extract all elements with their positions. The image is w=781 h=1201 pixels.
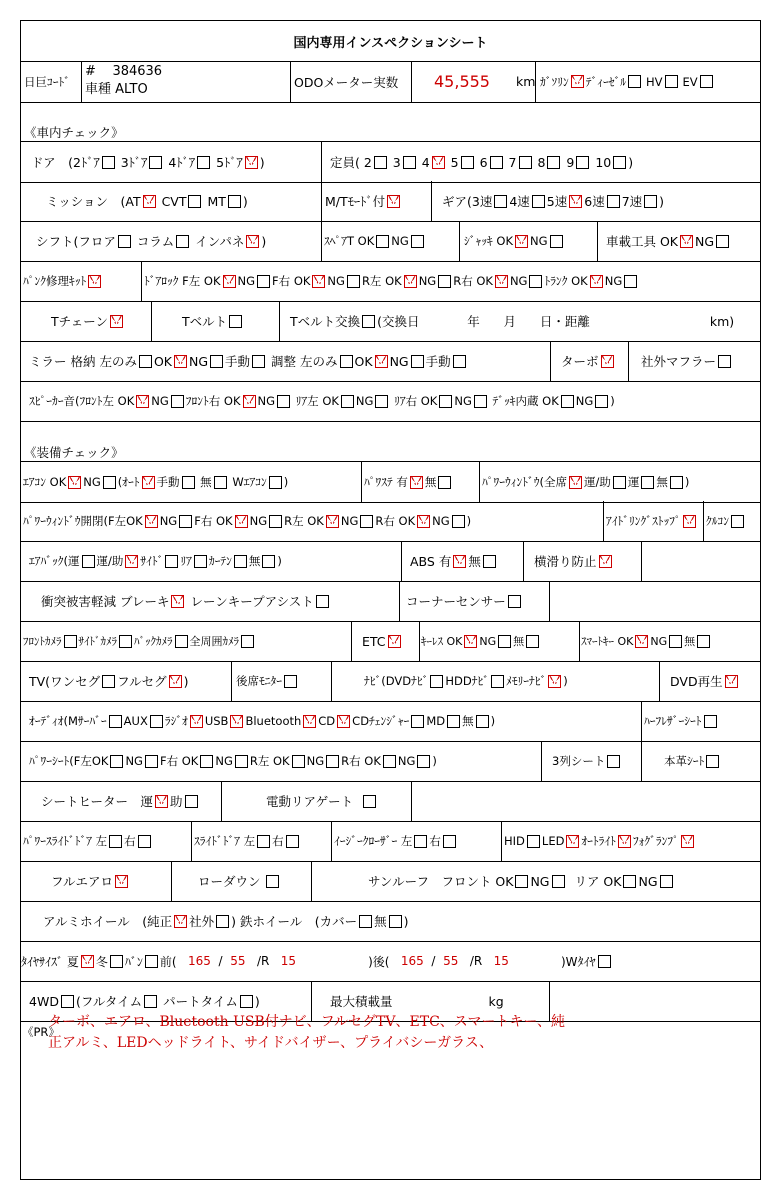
wo-rl-ng[interactable]: [360, 515, 373, 528]
spk-deck-ng[interactable]: [595, 395, 608, 408]
spk-rr-ng[interactable]: [474, 395, 487, 408]
at-checkbox[interactable]: [143, 195, 156, 208]
muffler: 社外マフラー: [628, 341, 760, 381]
header-row: [21, 61, 760, 103]
spk-fl-ng[interactable]: [171, 395, 184, 408]
fuel-diesel-label: ﾃﾞｨｰｾﾞﾙ: [585, 74, 626, 89]
max-load: 最大積載量 kg: [311, 981, 568, 1021]
abs: ABS 有 無: [401, 541, 532, 581]
ac-double[interactable]: [269, 476, 282, 489]
corner-sensor: コーナーセンサー: [399, 581, 556, 621]
idling-stop: ｱｲﾄﾞﾘﾝｸﾞｽﾄｯﾌﾟ: [603, 501, 706, 541]
foglamp-checkbox[interactable]: [681, 835, 694, 848]
pseat-fr-ng[interactable]: [235, 755, 248, 768]
sunroof-rear-ng[interactable]: [660, 875, 673, 888]
shift-row: [21, 221, 760, 262]
sunroof-front-ok[interactable]: [515, 875, 528, 888]
fulltime-checkbox[interactable]: [144, 995, 157, 1008]
ab-front[interactable]: [125, 555, 138, 568]
ab-none[interactable]: [262, 555, 275, 568]
mt-checkbox[interactable]: [228, 195, 241, 208]
tire-row: [21, 941, 760, 982]
wo-fl-ok[interactable]: [145, 515, 158, 528]
cam-front[interactable]: [64, 635, 77, 648]
dvd-play-checkbox[interactable]: [725, 675, 738, 688]
wo-rl-ok[interactable]: [326, 515, 339, 528]
shift-panel-checkbox[interactable]: [246, 235, 259, 248]
full-aero-checkbox[interactable]: [115, 875, 128, 888]
tire-winter[interactable]: [110, 955, 123, 968]
hid-checkbox[interactable]: [527, 835, 540, 848]
number-prefix: #: [85, 64, 96, 79]
audio-cd[interactable]: [337, 715, 350, 728]
title-row: [21, 21, 760, 62]
mirror-options: ミラー 格納 左のみ OK NG 手動 調整 左のみ OK NG 手動: [29, 341, 549, 381]
power-window: ﾊﾟﾜｰｳｨﾝﾄﾞｳ(全席 運/助 運 無 ): [479, 462, 760, 502]
dvd-play: DVD再生: [659, 661, 760, 701]
spk-rl-ok[interactable]: [341, 395, 354, 408]
airbag-row: [21, 541, 760, 582]
half-leather: ﾊｰﾌﾚｻﾞｰｼｰﾄ: [641, 701, 760, 741]
ab-curtain[interactable]: [234, 555, 247, 568]
door-4-checkbox[interactable]: [197, 156, 210, 169]
pr-line-2: 正アルミ、LEDヘッドライト、サイドバイザー、プライバシーガラス、: [48, 1035, 494, 1051]
cruise-control: ｸﾙｺﾝ: [703, 501, 760, 541]
tv-oneseg[interactable]: [102, 675, 115, 688]
wo-fl-ng[interactable]: [179, 515, 192, 528]
audio-md[interactable]: [447, 715, 460, 728]
airbag-options: ｴｱﾊﾞｯｸ(運 運/助 ｻｲﾄﾞ ﾘｱ ｶｰﾃﾝ 無 ): [29, 554, 282, 568]
leather-seat: 本革ｼｰﾄ: [641, 741, 760, 781]
keyless: ｷｰﾚｽ OK NG 無: [419, 621, 581, 661]
pseat-rl-ok[interactable]: [292, 755, 305, 768]
pseat-rr-ng[interactable]: [417, 755, 430, 768]
audio-aux[interactable]: [150, 715, 163, 728]
wo-fr-ok[interactable]: [235, 515, 248, 528]
front-width: 165: [188, 954, 211, 968]
skid-checkbox[interactable]: [599, 555, 612, 568]
muffler-checkbox[interactable]: [718, 355, 731, 368]
navi-options: ﾅﾋﾞ(DVDﾅﾋﾞ HDDﾅﾋﾞ ﾒﾓﾘｰﾅﾋﾞ ): [331, 661, 692, 701]
tire-options: ﾀｲﾔｻｲｽﾞ 夏 冬 ﾊﾞﾝ 前( 165 / 55 /R 15 )後( 165 / 55 /R 15 )Wﾀｲﾔ: [21, 941, 760, 981]
odo-label: ODOメーター実数: [290, 61, 414, 102]
door-row: [21, 141, 760, 183]
skid-prevention: 横滑り防止: [523, 541, 652, 581]
navi-dvd[interactable]: [430, 675, 443, 688]
ps-no[interactable]: [438, 476, 451, 489]
w-tire-checkbox[interactable]: [598, 955, 611, 968]
wheel-row: [21, 901, 760, 942]
ac-auto[interactable]: [142, 476, 155, 489]
slide-door-row: [21, 821, 760, 862]
keyless-none[interactable]: [526, 635, 539, 648]
lock-trunk-ok[interactable]: [590, 275, 603, 288]
speaker-options: ｽﾋﾟｰｶｰ音(ﾌﾛﾝﾄ左 OK NG ﾌﾛﾝﾄ右 OK NG ﾘｱ左 OK NG ﾘｱ右 OK NG ﾃﾞｯｷ内蔵 OK NG ): [29, 394, 615, 408]
mirror-fold-ng[interactable]: [210, 355, 223, 368]
lock-rl-ng[interactable]: [438, 275, 451, 288]
pslide-right[interactable]: [138, 835, 151, 848]
spk-fl-ok[interactable]: [136, 395, 149, 408]
wo-rr-ng[interactable]: [452, 515, 465, 528]
pw-driver[interactable]: [641, 476, 654, 489]
spk-rr-ok[interactable]: [439, 395, 452, 408]
audio-bluetooth[interactable]: [303, 715, 316, 728]
closer-left[interactable]: [414, 835, 427, 848]
collision-brake[interactable]: [171, 595, 184, 608]
blank-cell: [549, 581, 760, 621]
leather-checkbox[interactable]: [706, 755, 719, 768]
speaker-row: [21, 381, 760, 422]
parttime-checkbox[interactable]: [240, 995, 253, 1008]
ac-manual[interactable]: [182, 476, 195, 489]
heater-passenger[interactable]: [185, 795, 198, 808]
ac-ok[interactable]: [68, 476, 81, 489]
seat-3-checkbox[interactable]: [403, 156, 416, 169]
door-3-checkbox[interactable]: [149, 156, 162, 169]
power-seat-options: ﾊﾟﾜｰｼｰﾄ(F左OK NG F右 OK NG R左 OK NG R右 OK NG ): [29, 754, 437, 768]
blank-cell: [641, 541, 760, 581]
seat-10-checkbox[interactable]: [613, 156, 626, 169]
fuel-gasoline-label: ｶﾞｿﾘﾝ: [540, 74, 569, 89]
pw-all[interactable]: [569, 476, 582, 489]
heater-row: [21, 781, 760, 822]
audio-mserver[interactable]: [109, 715, 122, 728]
fuel-ev-checkbox[interactable]: [700, 75, 713, 88]
lowdown-checkbox[interactable]: [266, 875, 279, 888]
aircon-row: [21, 461, 760, 503]
collision-row: [21, 581, 760, 622]
spk-deck-ok[interactable]: [561, 395, 574, 408]
audio-radio[interactable]: [190, 715, 203, 728]
aero-row: [21, 861, 760, 902]
gear-4-checkbox[interactable]: [532, 195, 545, 208]
fuel-diesel-checkbox[interactable]: [628, 75, 641, 88]
idling-stop-checkbox[interactable]: [683, 515, 696, 528]
pslide-left[interactable]: [109, 835, 122, 848]
tv-fullseg[interactable]: [169, 675, 182, 688]
alloy-genuine[interactable]: [174, 915, 187, 928]
wo-rr-ok[interactable]: [417, 515, 430, 528]
pseat-fl-ng[interactable]: [145, 755, 158, 768]
ab-driver[interactable]: [82, 555, 95, 568]
pseat-fl-ok[interactable]: [110, 755, 123, 768]
section-equipment: 《装備チェック》: [24, 445, 124, 460]
pw-front[interactable]: [613, 476, 626, 489]
odo-unit: km: [515, 74, 536, 89]
audio-row: [21, 701, 760, 742]
mirror-adjust-manual[interactable]: [453, 355, 466, 368]
spk-fr-ng[interactable]: [277, 395, 290, 408]
lock-fl-ng[interactable]: [257, 275, 270, 288]
jack-ng-checkbox[interactable]: [550, 235, 563, 248]
rear-rim: 15: [493, 954, 509, 968]
fuel-type: [535, 61, 760, 102]
steel-none[interactable]: [389, 915, 402, 928]
rear-ratio: 55: [443, 954, 459, 968]
tools: 車載工具 OK NG: [597, 221, 760, 261]
lighting-options: HID LED ｵｰﾄﾗｲﾄ ﾌｫｸﾞﾗﾝﾌﾟ: [501, 821, 760, 861]
lock-row: [21, 261, 760, 302]
stock-number: 384636: [112, 64, 163, 79]
model-name: ALTO: [115, 82, 148, 97]
jack: ｼﾞｬｯｷ OK NG: [459, 221, 602, 261]
lock-rl-ok[interactable]: [404, 275, 417, 288]
spare-ng-checkbox[interactable]: [411, 235, 424, 248]
timing-chain: Tチェーン: [51, 301, 151, 341]
door-lock-options: ﾄﾞｱﾛｯｸ F左 OK NG F右 OK NG R左 OK NG R右 OK NG ﾄﾗﾝｸ OK NG: [141, 261, 760, 301]
ab-rear[interactable]: [194, 555, 207, 568]
gear-3-checkbox[interactable]: [494, 195, 507, 208]
power-gate: 電動リアゲート: [221, 781, 456, 821]
cam-side[interactable]: [119, 635, 132, 648]
mirror-adjust-ng[interactable]: [411, 355, 424, 368]
shift-floor-checkbox[interactable]: [118, 235, 131, 248]
belt-replacement-checkbox[interactable]: [362, 315, 375, 328]
belt-replacement: Tベルト交換 (交換日 年 月 日・距離 km): [279, 301, 760, 341]
timing-row: [21, 301, 760, 342]
tv-options: TV(ワンセグ フルセグ ): [29, 673, 189, 689]
audio-none[interactable]: [476, 715, 489, 728]
mt-mode-checkbox[interactable]: [387, 195, 400, 208]
led-checkbox[interactable]: [566, 835, 579, 848]
shift-column-checkbox[interactable]: [176, 235, 189, 248]
ab-side[interactable]: [165, 555, 178, 568]
fuel-gasoline-checkbox[interactable]: [571, 75, 584, 88]
etc-checkbox[interactable]: [388, 635, 401, 648]
slide-left[interactable]: [257, 835, 270, 848]
cam-back[interactable]: [175, 635, 188, 648]
seat-9-checkbox[interactable]: [576, 156, 589, 169]
seat-4-checkbox[interactable]: [432, 156, 445, 169]
code-label: 日巨ｺｰﾄﾞ: [24, 74, 70, 89]
shift-options: シフト(フロア コラム インパネ ): [36, 233, 267, 249]
puncture-kit-checkbox[interactable]: [88, 275, 101, 288]
keyless-ok[interactable]: [464, 635, 477, 648]
cam-around[interactable]: [241, 635, 254, 648]
tools-ok-checkbox[interactable]: [680, 235, 693, 248]
tv-row: [21, 661, 760, 702]
mirror-fold-ok[interactable]: [174, 355, 187, 368]
timing-belt: Tベルト: [151, 301, 310, 341]
audio-cdchanger[interactable]: [411, 715, 424, 728]
camera-row: [21, 621, 760, 662]
fourwd-checkbox[interactable]: [61, 995, 74, 1008]
power-steering: ﾊﾟﾜｽﾃ 有 無: [361, 462, 482, 502]
fuel-hv-checkbox[interactable]: [665, 75, 678, 88]
smartkey-ok[interactable]: [635, 635, 648, 648]
front-ratio: 55: [230, 954, 246, 968]
lock-rr-ok[interactable]: [495, 275, 508, 288]
pw-none[interactable]: [670, 476, 683, 489]
cruise-checkbox[interactable]: [731, 515, 744, 528]
lock-fr-ok[interactable]: [312, 275, 325, 288]
slide-right[interactable]: [286, 835, 299, 848]
mission-options: ミッション (AT CVT MT ): [46, 193, 248, 209]
blank-cell: [411, 781, 760, 821]
etc: ETC: [351, 621, 430, 661]
sunroof-rear-ok[interactable]: [623, 875, 636, 888]
rear-monitor-checkbox[interactable]: [284, 675, 297, 688]
pr-line-1: ターボ、エアロ、Bluetooth USB付ナビ、フルセグTV、ETC、スマートキー、純: [48, 1014, 565, 1030]
mirror-fold-left-checkbox[interactable]: [139, 355, 152, 368]
tire-van[interactable]: [145, 955, 158, 968]
seat-6-checkbox[interactable]: [490, 156, 503, 169]
mt-mode: M/Tﾓｰﾄﾞ付: [321, 181, 435, 221]
mission-row: [21, 181, 760, 222]
gear-6-checkbox[interactable]: [607, 195, 620, 208]
sunroof: サンルーフ フロント OK NG リア OK NG: [311, 861, 760, 901]
ps-yes[interactable]: [410, 476, 423, 489]
section-interior: 《車内チェック》: [24, 125, 124, 140]
third-row-checkbox[interactable]: [607, 755, 620, 768]
spk-fr-ok[interactable]: [243, 395, 256, 408]
pseat-rr-ok[interactable]: [383, 755, 396, 768]
abs-yes[interactable]: [453, 555, 466, 568]
window-open-row: [21, 501, 760, 542]
seat-5-checkbox[interactable]: [461, 156, 474, 169]
tire-summer[interactable]: [81, 955, 94, 968]
mirror-adjust-ok[interactable]: [375, 355, 388, 368]
odo-value: 45,555: [434, 72, 490, 91]
half-leather-checkbox[interactable]: [704, 715, 717, 728]
spare-ok-checkbox[interactable]: [376, 235, 389, 248]
door-5-checkbox[interactable]: [245, 156, 258, 169]
lock-trunk-ng[interactable]: [624, 275, 637, 288]
smart-key: ｽﾏｰﾄｷｰ OK NG 無: [579, 621, 760, 661]
lane-keep[interactable]: [316, 595, 329, 608]
gear-7-checkbox[interactable]: [644, 195, 657, 208]
spk-rl-ng[interactable]: [375, 395, 388, 408]
power-gate-checkbox[interactable]: [363, 795, 376, 808]
rear-monitor: 後席ﾓﾆﾀｰ: [231, 661, 336, 701]
steel-cover[interactable]: [359, 915, 372, 928]
drive-options: 4WD (フルタイム パートタイム ): [29, 993, 260, 1009]
smartkey-none[interactable]: [697, 635, 710, 648]
mirror-row: [21, 341, 760, 382]
wo-fr-ng[interactable]: [269, 515, 282, 528]
front-rim: 15: [280, 954, 297, 968]
closer-right[interactable]: [443, 835, 456, 848]
mirror-adjust-left-checkbox[interactable]: [340, 355, 353, 368]
gear-5-checkbox[interactable]: [569, 195, 582, 208]
seat-2-checkbox[interactable]: [374, 156, 387, 169]
full-aero: フルエアロ: [51, 861, 171, 901]
sunroof-front-ng[interactable]: [552, 875, 565, 888]
lowdown: ローダウン: [171, 861, 338, 901]
seat-heater: シートヒーター 運 助: [41, 781, 221, 821]
collision-options: 衝突被害軽減 ブレーキ レーンキープアシスト: [41, 581, 399, 621]
autolight-checkbox[interactable]: [618, 835, 631, 848]
lock-fr-ng[interactable]: [347, 275, 360, 288]
easy-closer: ｲｰｼﾞｰｸﾛｰｻﾞｰ 左 右: [331, 821, 504, 861]
fuel-hv-label: HV: [646, 74, 663, 89]
aircon-options: ｴｱｺﾝ OK NG (ｵｰﾄ 手動 無 Wｴｱｺﾝ ): [23, 475, 289, 489]
vehicle-id: [81, 61, 293, 102]
gear-options: ギア(3速 4速 5速 6速 7速 ): [431, 181, 760, 221]
audio-usb[interactable]: [230, 715, 243, 728]
tools-ng-checkbox[interactable]: [716, 235, 729, 248]
timing-belt-checkbox[interactable]: [229, 315, 242, 328]
abs-no[interactable]: [483, 555, 496, 568]
power-slide: ﾊﾟﾜｰｽﾗｲﾄﾞﾄﾞｱ 左 右: [23, 821, 191, 861]
slide-door: ｽﾗｲﾄﾞﾄﾞｱ 左 右: [191, 821, 334, 861]
timing-chain-checkbox[interactable]: [110, 315, 123, 328]
wheel-options: アルミホイール (純正 社外 ) 鉄ホイール (カバー 無 ): [43, 913, 409, 929]
seat-options: 定員( 2 3 4 5 6 7 8 9 10 ): [321, 142, 760, 182]
pr-text: [48, 1012, 608, 1054]
seat-7-checkbox[interactable]: [519, 156, 532, 169]
audio-options: ｵｰﾃﾞｨｵ(Mｻｰﾊﾞｰ AUX ﾗｼﾞｵ USB Bluetooth CD CDﾁｪﾝｼﾞｬｰ MD 無 ): [29, 714, 496, 728]
spare-tire: ｽﾍﾟｱT OK NG: [321, 221, 462, 261]
turbo: ターボ: [550, 341, 639, 381]
lock-rr-ng[interactable]: [529, 275, 542, 288]
ac-none[interactable]: [214, 476, 227, 489]
pseat-fr-ok[interactable]: [200, 755, 213, 768]
keyless-ng[interactable]: [498, 635, 511, 648]
rear-width: 165: [400, 954, 424, 968]
mirror-fold-manual[interactable]: [252, 355, 265, 368]
heater-driver[interactable]: [155, 795, 168, 808]
fuel-ev-label: EV: [682, 74, 698, 89]
jack-ok-checkbox[interactable]: [515, 235, 528, 248]
camera-options: ﾌﾛﾝﾄｶﾒﾗ ｻｲﾄﾞｶﾒﾗ ﾊﾞｯｸｶﾒﾗ 全周囲ｶﾒﾗ: [23, 621, 349, 661]
window-open-options: ﾊﾟﾜｰｳｨﾝﾄﾞｳ開閉(F左OK NG F右 OK NG R左 OK NG R右 OK NG ): [23, 514, 472, 528]
alloy-aftermarket[interactable]: [216, 915, 229, 928]
navi-hdd[interactable]: [491, 675, 504, 688]
corner-sensor-checkbox[interactable]: [508, 595, 521, 608]
lock-fl-ok[interactable]: [223, 275, 236, 288]
pr-label: 《PR》: [22, 1025, 60, 1039]
cvt-checkbox[interactable]: [188, 195, 201, 208]
turbo-checkbox[interactable]: [601, 355, 614, 368]
door-options: ドア (2ﾄﾞｱ 3ﾄﾞｱ 4ﾄﾞｱ 5ﾄﾞｱ ): [31, 154, 265, 170]
odo-cell: [411, 61, 536, 102]
ac-ng[interactable]: [103, 476, 116, 489]
page-title: 国内専用インスペクションシート: [293, 35, 488, 51]
third-row: 3列シート: [541, 741, 652, 781]
smartkey-ng[interactable]: [669, 635, 682, 648]
door-2-checkbox[interactable]: [102, 156, 115, 169]
inspection-sheet: [20, 20, 761, 1180]
model-prefix: 車種: [85, 82, 112, 97]
pseat-rl-ng[interactable]: [326, 755, 339, 768]
seat-8-checkbox[interactable]: [547, 156, 560, 169]
power-seat-row: [21, 741, 760, 782]
navi-memory[interactable]: [548, 675, 561, 688]
puncture-kit: ﾊﾟﾝｸ修理ｷｯﾄ: [23, 261, 141, 301]
